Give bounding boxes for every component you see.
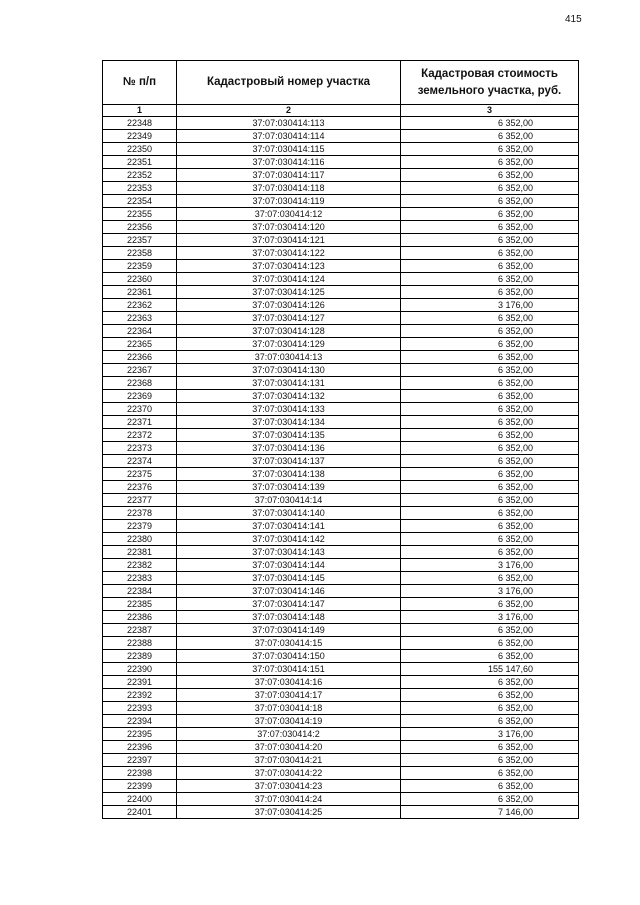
row-number: 22348 — [103, 117, 177, 130]
row-number: 22366 — [103, 351, 177, 364]
cadastral-number: 37:07:030414:144 — [177, 559, 401, 572]
row-number: 22384 — [103, 585, 177, 598]
row-number: 22360 — [103, 273, 177, 286]
column-number-row — [103, 105, 579, 117]
cadastral-number: 37:07:030414:114 — [177, 130, 401, 143]
cadastral-number: 37:07:030414:131 — [177, 377, 401, 390]
cadastral-number: 37:07:030414:15 — [177, 637, 401, 650]
row-number: 22370 — [103, 403, 177, 416]
row-number: 22388 — [103, 637, 177, 650]
row-number: 22389 — [103, 650, 177, 663]
cadastral-number: 37:07:030414:142 — [177, 533, 401, 546]
row-number: 22368 — [103, 377, 177, 390]
row-number: 22381 — [103, 546, 177, 559]
cadastral-value: 7 146,00 — [401, 806, 579, 819]
cadastral-value: 6 352,00 — [401, 169, 579, 182]
row-number: 22391 — [103, 676, 177, 689]
row-number: 22361 — [103, 286, 177, 299]
cadastral-number: 37:07:030414:21 — [177, 754, 401, 767]
cadastral-number: 37:07:030414:129 — [177, 338, 401, 351]
table-row — [103, 507, 579, 520]
cadastral-value: 3 176,00 — [401, 585, 579, 598]
cadastral-value: 6 352,00 — [401, 767, 579, 780]
cadastral-value: 6 352,00 — [401, 429, 579, 442]
cadastral-value: 3 176,00 — [401, 728, 579, 741]
row-number: 22363 — [103, 312, 177, 325]
cadastral-value: 6 352,00 — [401, 754, 579, 767]
cadastral-number: 37:07:030414:20 — [177, 741, 401, 754]
cadastral-value: 6 352,00 — [401, 273, 579, 286]
cadastral-value: 6 352,00 — [401, 234, 579, 247]
row-number: 22396 — [103, 741, 177, 754]
row-number: 22398 — [103, 767, 177, 780]
cadastral-value: 6 352,00 — [401, 338, 579, 351]
table-row — [103, 143, 579, 156]
table-row — [103, 234, 579, 247]
cadastral-value: 6 352,00 — [401, 260, 579, 273]
cadastral-number: 37:07:030414:125 — [177, 286, 401, 299]
cadastral-value: 6 352,00 — [401, 377, 579, 390]
table-row — [103, 585, 579, 598]
cadastral-value: 6 352,00 — [401, 351, 579, 364]
row-number: 22371 — [103, 416, 177, 429]
table-row — [103, 481, 579, 494]
cadastral-value: 6 352,00 — [401, 208, 579, 221]
header-cadastral-value: Кадастровая стоимость земельного участка, руб. — [401, 61, 579, 105]
cadastral-value: 6 352,00 — [401, 195, 579, 208]
row-number: 22395 — [103, 728, 177, 741]
row-number: 22358 — [103, 247, 177, 260]
row-number: 22349 — [103, 130, 177, 143]
table-row — [103, 741, 579, 754]
cadastral-number: 37:07:030414:148 — [177, 611, 401, 624]
row-number: 22378 — [103, 507, 177, 520]
table-row — [103, 572, 579, 585]
row-number: 22356 — [103, 221, 177, 234]
table-row — [103, 806, 579, 819]
cadastral-number: 37:07:030414:143 — [177, 546, 401, 559]
cadastral-number: 37:07:030414:2 — [177, 728, 401, 741]
cadastral-value: 6 352,00 — [401, 494, 579, 507]
cadastral-number: 37:07:030414:117 — [177, 169, 401, 182]
cadastral-number: 37:07:030414:13 — [177, 351, 401, 364]
cadastral-value: 6 352,00 — [401, 702, 579, 715]
cadastral-number: 37:07:030414:146 — [177, 585, 401, 598]
row-number: 22365 — [103, 338, 177, 351]
cadastral-value-table — [102, 60, 579, 819]
cadastral-number: 37:07:030414:150 — [177, 650, 401, 663]
cadastral-number: 37:07:030414:140 — [177, 507, 401, 520]
cadastral-value: 6 352,00 — [401, 481, 579, 494]
table-row — [103, 455, 579, 468]
table-row — [103, 403, 579, 416]
cadastral-value: 6 352,00 — [401, 468, 579, 481]
cadastral-value: 6 352,00 — [401, 403, 579, 416]
cadastral-value: 6 352,00 — [401, 650, 579, 663]
cadastral-value: 6 352,00 — [401, 221, 579, 234]
cadastral-value: 6 352,00 — [401, 364, 579, 377]
table-row — [103, 338, 579, 351]
cadastral-number: 37:07:030414:123 — [177, 260, 401, 273]
table-row — [103, 273, 579, 286]
cadastral-value: 6 352,00 — [401, 637, 579, 650]
cadastral-value: 6 352,00 — [401, 715, 579, 728]
cadastral-number: 37:07:030414:17 — [177, 689, 401, 702]
row-number: 22394 — [103, 715, 177, 728]
table-row — [103, 195, 579, 208]
row-number: 22362 — [103, 299, 177, 312]
table-row — [103, 780, 579, 793]
cadastral-value: 6 352,00 — [401, 325, 579, 338]
cadastral-value: 6 352,00 — [401, 624, 579, 637]
header-cadastral-number: Кадастровый номер участка — [177, 61, 401, 105]
row-number: 22382 — [103, 559, 177, 572]
row-number: 22357 — [103, 234, 177, 247]
cadastral-value: 6 352,00 — [401, 520, 579, 533]
cadastral-number: 37:07:030414:16 — [177, 676, 401, 689]
cadastral-value: 3 176,00 — [401, 559, 579, 572]
cadastral-value: 6 352,00 — [401, 117, 579, 130]
cadastral-value: 6 352,00 — [401, 130, 579, 143]
cadastral-number: 37:07:030414:124 — [177, 273, 401, 286]
cadastral-value: 6 352,00 — [401, 390, 579, 403]
table-row — [103, 637, 579, 650]
column-number: 2 — [177, 105, 401, 117]
table-row — [103, 130, 579, 143]
table-row — [103, 598, 579, 611]
table-header-row — [103, 61, 579, 105]
cadastral-number: 37:07:030414:22 — [177, 767, 401, 780]
table-row — [103, 715, 579, 728]
cadastral-number: 37:07:030414:132 — [177, 390, 401, 403]
cadastral-number: 37:07:030414:122 — [177, 247, 401, 260]
cadastral-value: 6 352,00 — [401, 442, 579, 455]
table-body — [103, 117, 579, 819]
cadastral-value: 6 352,00 — [401, 741, 579, 754]
table-row — [103, 793, 579, 806]
cadastral-number: 37:07:030414:116 — [177, 156, 401, 169]
cadastral-number: 37:07:030414:137 — [177, 455, 401, 468]
table-row — [103, 364, 579, 377]
cadastral-number: 37:07:030414:147 — [177, 598, 401, 611]
cadastral-number: 37:07:030414:130 — [177, 364, 401, 377]
cadastral-value: 6 352,00 — [401, 507, 579, 520]
row-number: 22397 — [103, 754, 177, 767]
table-row — [103, 325, 579, 338]
row-number: 22379 — [103, 520, 177, 533]
row-number: 22355 — [103, 208, 177, 221]
header-number: № п/п — [103, 61, 177, 105]
table-row — [103, 221, 579, 234]
cadastral-value: 6 352,00 — [401, 546, 579, 559]
cadastral-number: 37:07:030414:135 — [177, 429, 401, 442]
cadastral-number: 37:07:030414:141 — [177, 520, 401, 533]
row-number: 22364 — [103, 325, 177, 338]
cadastral-number: 37:07:030414:19 — [177, 715, 401, 728]
cadastral-number: 37:07:030414:145 — [177, 572, 401, 585]
cadastral-value: 6 352,00 — [401, 143, 579, 156]
cadastral-value: 6 352,00 — [401, 455, 579, 468]
cadastral-number: 37:07:030414:151 — [177, 663, 401, 676]
row-number: 22377 — [103, 494, 177, 507]
table-row — [103, 351, 579, 364]
table-row — [103, 754, 579, 767]
cadastral-number: 37:07:030414:119 — [177, 195, 401, 208]
cadastral-number: 37:07:030414:139 — [177, 481, 401, 494]
row-number: 22400 — [103, 793, 177, 806]
cadastral-number: 37:07:030414:18 — [177, 702, 401, 715]
table-row — [103, 208, 579, 221]
table-row — [103, 299, 579, 312]
cadastral-number: 37:07:030414:120 — [177, 221, 401, 234]
cadastral-value: 6 352,00 — [401, 156, 579, 169]
table-row — [103, 117, 579, 130]
table-row — [103, 494, 579, 507]
cadastral-value: 6 352,00 — [401, 676, 579, 689]
table-row — [103, 728, 579, 741]
cadastral-value: 6 352,00 — [401, 533, 579, 546]
table-row — [103, 546, 579, 559]
row-number: 22386 — [103, 611, 177, 624]
row-number: 22387 — [103, 624, 177, 637]
row-number: 22376 — [103, 481, 177, 494]
cadastral-number: 37:07:030414:113 — [177, 117, 401, 130]
table-row — [103, 559, 579, 572]
column-number: 1 — [103, 105, 177, 117]
table-row — [103, 650, 579, 663]
cadastral-number: 37:07:030414:121 — [177, 234, 401, 247]
cadastral-number: 37:07:030414:118 — [177, 182, 401, 195]
cadastral-number: 37:07:030414:127 — [177, 312, 401, 325]
table-row — [103, 663, 579, 676]
row-number: 22359 — [103, 260, 177, 273]
cadastral-value: 6 352,00 — [401, 286, 579, 299]
cadastral-value: 6 352,00 — [401, 416, 579, 429]
cadastral-value: 6 352,00 — [401, 182, 579, 195]
cadastral-number: 37:07:030414:133 — [177, 403, 401, 416]
cadastral-number: 37:07:030414:23 — [177, 780, 401, 793]
row-number: 22375 — [103, 468, 177, 481]
cadastral-value: 3 176,00 — [401, 299, 579, 312]
cadastral-number: 37:07:030414:149 — [177, 624, 401, 637]
cadastral-value: 155 147,60 — [401, 663, 579, 676]
table-row — [103, 156, 579, 169]
cadastral-value: 6 352,00 — [401, 572, 579, 585]
cadastral-value: 6 352,00 — [401, 689, 579, 702]
table-row — [103, 689, 579, 702]
row-number: 22385 — [103, 598, 177, 611]
row-number: 22380 — [103, 533, 177, 546]
cadastral-number: 37:07:030414:136 — [177, 442, 401, 455]
table-row — [103, 468, 579, 481]
table-row — [103, 390, 579, 403]
row-number: 22383 — [103, 572, 177, 585]
table-row — [103, 429, 579, 442]
cadastral-value: 6 352,00 — [401, 598, 579, 611]
row-number: 22373 — [103, 442, 177, 455]
cadastral-number: 37:07:030414:12 — [177, 208, 401, 221]
table-row — [103, 611, 579, 624]
cadastral-number: 37:07:030414:134 — [177, 416, 401, 429]
cadastral-number: 37:07:030414:25 — [177, 806, 401, 819]
row-number: 22401 — [103, 806, 177, 819]
table-row — [103, 416, 579, 429]
cadastral-number: 37:07:030414:138 — [177, 468, 401, 481]
row-number: 22354 — [103, 195, 177, 208]
row-number: 22372 — [103, 429, 177, 442]
table-row — [103, 182, 579, 195]
row-number: 22369 — [103, 390, 177, 403]
table-row — [103, 169, 579, 182]
row-number: 22367 — [103, 364, 177, 377]
table-row — [103, 260, 579, 273]
row-number: 22353 — [103, 182, 177, 195]
cadastral-number: 37:07:030414:128 — [177, 325, 401, 338]
row-number: 22390 — [103, 663, 177, 676]
table-row — [103, 442, 579, 455]
table-row — [103, 767, 579, 780]
cadastral-number: 37:07:030414:14 — [177, 494, 401, 507]
table-row — [103, 286, 579, 299]
row-number: 22399 — [103, 780, 177, 793]
page-number: 415 — [565, 14, 582, 25]
row-number: 22374 — [103, 455, 177, 468]
cadastral-number: 37:07:030414:115 — [177, 143, 401, 156]
row-number: 22350 — [103, 143, 177, 156]
table-row — [103, 247, 579, 260]
table-row — [103, 702, 579, 715]
table-row — [103, 520, 579, 533]
cadastral-number: 37:07:030414:24 — [177, 793, 401, 806]
cadastral-value: 3 176,00 — [401, 611, 579, 624]
row-number: 22352 — [103, 169, 177, 182]
row-number: 22351 — [103, 156, 177, 169]
cadastral-value: 6 352,00 — [401, 247, 579, 260]
cadastral-number: 37:07:030414:126 — [177, 299, 401, 312]
column-number: 3 — [401, 105, 579, 117]
table-row — [103, 312, 579, 325]
table-row — [103, 676, 579, 689]
row-number: 22392 — [103, 689, 177, 702]
table-row — [103, 624, 579, 637]
table-row — [103, 533, 579, 546]
cadastral-value: 6 352,00 — [401, 793, 579, 806]
table-row — [103, 377, 579, 390]
cadastral-value: 6 352,00 — [401, 312, 579, 325]
cadastral-value: 6 352,00 — [401, 780, 579, 793]
row-number: 22393 — [103, 702, 177, 715]
